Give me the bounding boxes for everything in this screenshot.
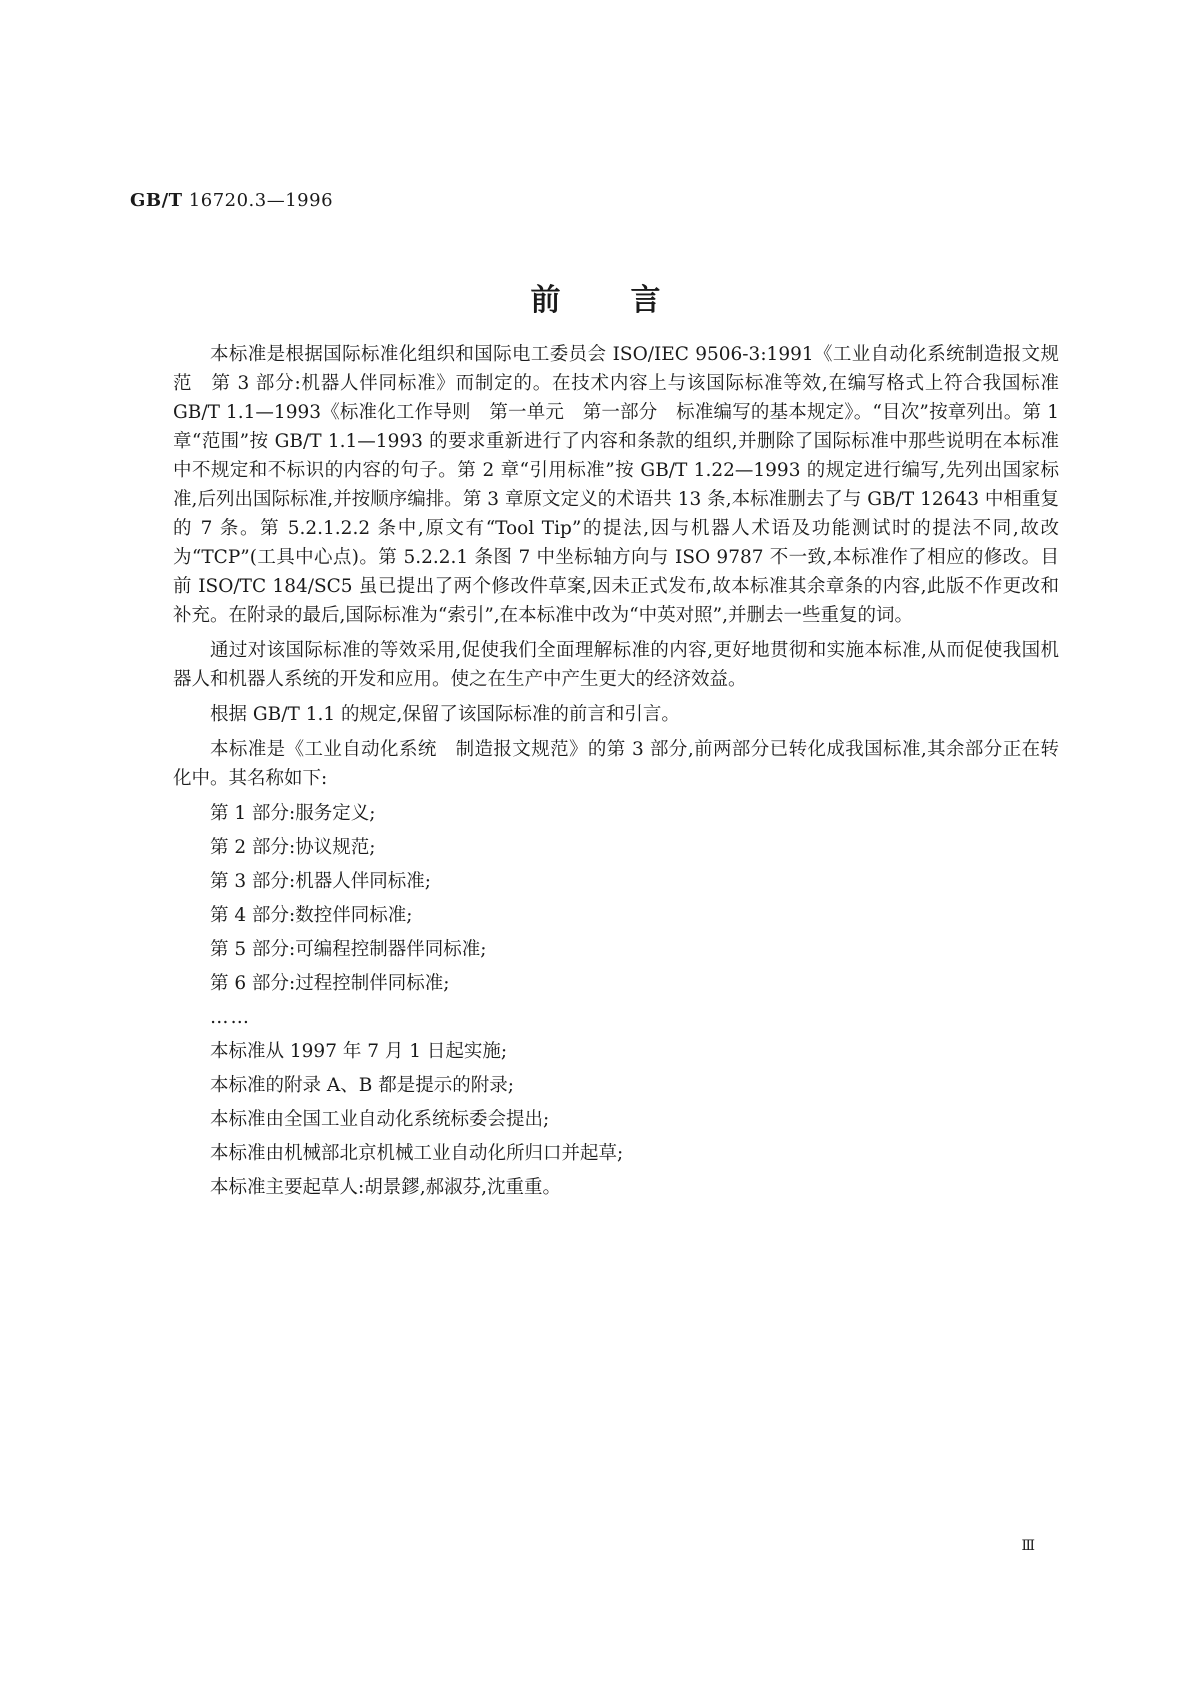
list-ellipsis: …… xyxy=(210,1007,251,1028)
list-item: 第 6 部分:过程控制伴同标准; xyxy=(210,973,450,994)
standard-prefix: GB/T xyxy=(130,190,183,211)
standard-number: 16720.3—1996 xyxy=(188,190,334,211)
list-item: 第 4 部分:数控伴同标准; xyxy=(210,905,413,926)
page-title: 前言 xyxy=(530,283,731,318)
list-item: 本标准由机械部北京机械工业自动化所归口并起草; xyxy=(210,1143,624,1164)
list-item: 第 1 部分:服务定义; xyxy=(210,803,376,824)
list-item: 本标准从 1997 年 7 月 1 日起实施; xyxy=(210,1041,508,1062)
paragraph-adoption-basis: 本标准是根据国际标准化组织和国际电工委员会 ISO/IEC 9506-3:1991《工业自动化系统制造报文规范 第 3 部分:机器人伴同标准》而制定的。在技术内容上与该国际标准等效,在编写格式上符合我国标准 GB/T 1.1—1993《标准化工作导则 第一单元 第一部分 标准编写的基本规定》。“目次”按章列出。第 1 章“范围”按 GB/T 1.1—1993 的要求重新进行了内容和条款的组织,并删除了国际标准中那些说明在本标准中不规定和不标识的内容的句子。第 2 章“引用标准”按 GB/T 1.22—1993 的规定进行编写,先列出国家标准,后列出国际标准,并按顺序编排。第 3 章原文定义的术语共 13 条,本标准删去了与 GB/T 12643 中相重复的 7 条。第 5.2.1.2.2 条中,原文有“Tool Tip”的提法,因与机器人术语及功能测试时的提法不同,故改为“TCP”(工具中心点)。第 5.2.2.1 条图 7 中坐标轴方向与 ISO 9787 不一致,本标准作了相应的修改。目前 ISO/TC 184/SC5 虽已提出了两个修改件草案,因未正式发布,故本标准其余章条的内容,此版不作更改和补充。在附录的最后,国际标准为“索引”,在本标准中改为“中英对照”,并删去一些重复的词。 xyxy=(173,344,1059,626)
parts-list xyxy=(173,799,1059,998)
list-item: 第 2 部分:协议规范; xyxy=(210,837,376,858)
list-item: 第 5 部分:可编程控制器伴同标准; xyxy=(210,939,487,960)
standard-code-header xyxy=(130,190,333,211)
list-item: 本标准主要起草人:胡景鏐,郝淑芬,沈重重。 xyxy=(210,1177,561,1198)
list-item: 本标准的附录 A、B 都是提示的附录; xyxy=(210,1075,514,1096)
paragraph-series-intro: 本标准是《工业自动化系统 制造报文规范》的第 3 部分,前两部分已转化成我国标准,其余部分正在转化中。其名称如下: xyxy=(173,739,1059,789)
paragraph-preface-retained: 根据 GB/T 1.1 的规定,保留了该国际标准的前言和引言。 xyxy=(210,704,680,725)
paragraph-purpose: 通过对该国际标准的等效采用,促使我们全面理解标准的内容,更好地贯彻和实施本标准,从而促使我国机器人和机器人系统的开发和应用。使之在生产中产生更大的经济效益。 xyxy=(173,640,1059,690)
list-item: 本标准由全国工业自动化系统标委会提出; xyxy=(210,1109,550,1130)
foreword-body xyxy=(173,340,1059,1207)
closing-statements xyxy=(173,1037,1059,1202)
list-item: 第 3 部分:机器人伴同标准; xyxy=(210,871,431,892)
page-number: Ⅲ xyxy=(1021,1538,1036,1554)
